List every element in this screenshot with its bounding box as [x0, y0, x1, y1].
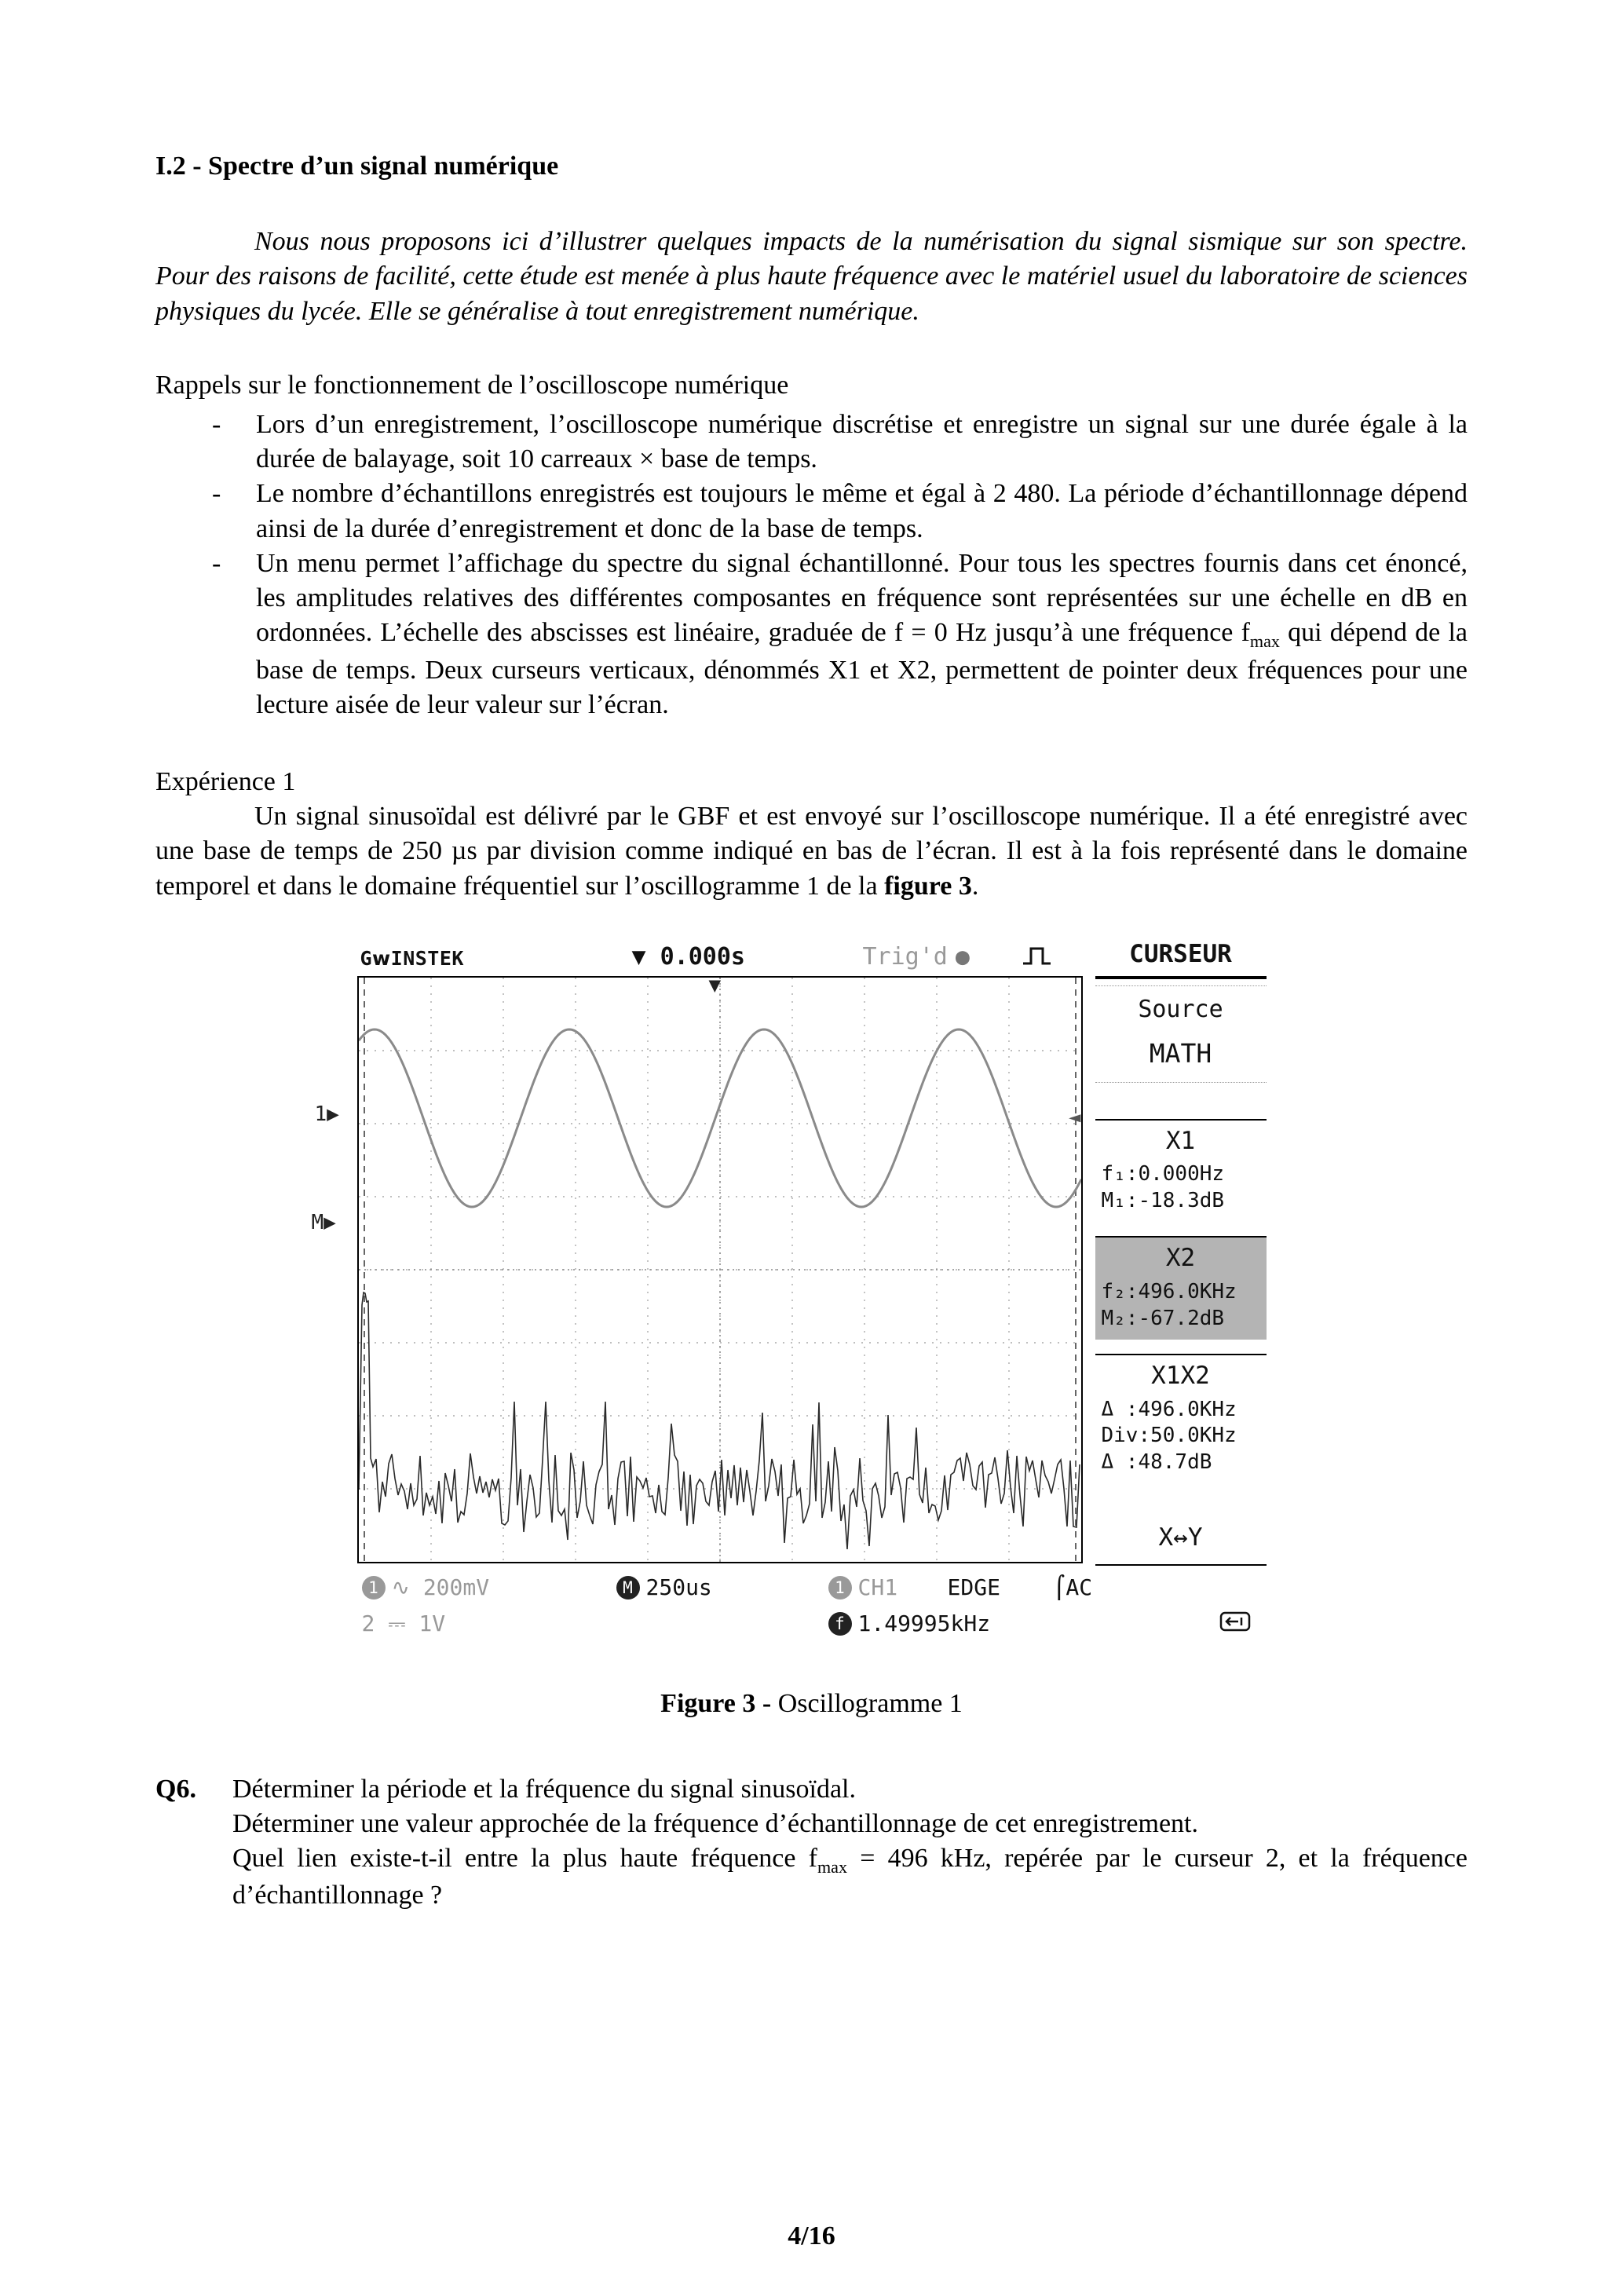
trigger-coupling: ⌠AC — [1052, 1574, 1093, 1601]
math-level-marker: M▶ — [311, 1210, 336, 1234]
div-frequency-readout: Div:50.0KHz — [1101, 1424, 1237, 1448]
question-body — [232, 1772, 1468, 1914]
x2-frequency-readout: f₂:496.0KHz — [1101, 1279, 1237, 1303]
section-heading: I.2 - Spectre d’un signal numérique — [155, 152, 559, 181]
intro-paragraph: Nous nous proposons ici d’illustrer quelques impacts de la numérisation du signal sismique sur son spectre. Pour des raisons de facilité, cette étude est menée à plus haute fréquence avec le matériel usuel du laboratoire de sciences physiques du lycée. Elle se généralise à tout enregistrement numérique. — [155, 227, 1468, 326]
source-label: Source — [1138, 995, 1223, 1023]
grid — [359, 978, 1081, 1562]
f-max-subscript: max — [817, 1856, 848, 1877]
list-item-text-part: Un menu permet l’affichage du spectre du signal échantillonné. Pour tous les spectres fournis dans cet énoncé, les amplitudes relatives des différentes composantes en fréquence sont représentées sur une échelle en dB en ordonnées. L’échelle des abscisses est linéaire, graduée de f = 0 Hz jusqu’à une fréquence f — [256, 548, 1468, 648]
frequency-badge: f — [828, 1612, 852, 1636]
trigger-frequency-value: 1.49995kHz — [857, 1610, 991, 1637]
figure-caption — [155, 1687, 1468, 1721]
page-number: 4/16 — [788, 2221, 835, 2250]
scope-top-bar — [357, 938, 1267, 976]
ch1-scale: ∿ 200mV — [391, 1574, 490, 1601]
ch1-settings — [362, 1574, 490, 1602]
trigger-source — [828, 1574, 898, 1602]
scope-screen — [311, 973, 1083, 1563]
figure-caption-text: Oscillogramme 1 — [777, 1689, 963, 1719]
menu-xy-section — [1095, 1511, 1267, 1566]
q6-line-1: Déterminer la période et la fréquence du signal sinusoïdal. — [232, 1774, 856, 1804]
channel1-level-marker: 1▶ — [314, 1102, 339, 1126]
ch2-settings: 2 ⎓ 1V — [361, 1610, 446, 1637]
ch1-badge: 1 — [362, 1576, 386, 1600]
scope-screen-svg — [359, 978, 1081, 1562]
rappels-title: Rappels sur le fonctionnement de l’oscilloscope numérique — [155, 370, 789, 400]
menu-x2-section-selected — [1095, 1236, 1267, 1340]
trigger-status — [863, 941, 970, 972]
trigger-source-value: CH1 — [857, 1574, 898, 1601]
trigger-type: EDGE — [947, 1574, 1000, 1601]
list-item-text: Lors d’un enregistrement, l’oscilloscope numérique discrétise et enregistre un signal sur une durée égale à la durée de balayage, soit 10 carreaux × base de temps. — [256, 409, 1468, 474]
experience-title: Expérience 1 — [155, 766, 296, 796]
menu-x1-section — [1095, 1119, 1267, 1223]
status-row-1 — [357, 1574, 1267, 1610]
math-spectrum-trace — [359, 1292, 1080, 1549]
trigger-position-marker: ▼ — [708, 973, 722, 997]
delta-magnitude-readout: Δ :48.7dB — [1101, 1450, 1212, 1475]
x1x2-button-label: X1X2 — [1151, 1362, 1210, 1391]
scope-side-menu — [1095, 976, 1267, 1567]
q6-line-3-part: = 496 kHz, repérée par le curseur 2, et la fréquence d’échantillonnage ? — [232, 1843, 1468, 1910]
list-item-text: Le nombre d’échantillons enregistrés est toujours le même et égal à 2 480. La période d’échantillonnage dépend ainsi de la durée d’enregistrement et donc de la base de temps. — [256, 479, 1468, 543]
list-marker: - — [212, 479, 221, 509]
list-marker: - — [212, 409, 221, 439]
menu-x1x2-section — [1095, 1354, 1267, 1484]
q6-line-3-part: Quel lien existe-t-il entre la plus haute fréquence f — [232, 1843, 817, 1873]
x1-button-label: X1 — [1165, 1126, 1196, 1155]
list-item-text — [256, 547, 1468, 722]
delta-frequency-readout: Δ :496.0KHz — [1101, 1397, 1237, 1421]
scope-main-area — [311, 973, 1267, 1567]
experience-text: Un signal sinusoïdal est délivré par le GBF et est envoyé sur l’oscilloscope numérique. Il a été enregistré avec une base de temps de 250 µs par division comme indiqué en bas de l’écran. Il est à la fois représenté dans le domaine temporel et dans le domaine fréquentiel sur l’oscillogramme 1 de la — [155, 802, 1468, 901]
question-q6 — [155, 1772, 1468, 1914]
question-number: Q6. — [155, 1774, 196, 1804]
timebase-setting — [616, 1574, 712, 1602]
figure-caption-label: Figure 3 - — [660, 1689, 778, 1719]
trigger-source-badge: 1 — [828, 1576, 852, 1600]
xy-button-label: X↔Y — [1158, 1523, 1203, 1552]
x2-magnitude-readout: M₂:-67.2dB — [1101, 1306, 1225, 1330]
x1-magnitude-readout: M₁:-18.3dB — [1101, 1188, 1225, 1212]
experience-text-end: . — [971, 871, 979, 901]
list-item — [155, 547, 1468, 722]
trigger-status-icon: ● — [955, 942, 970, 971]
list-marker: - — [212, 548, 221, 578]
source-value: MATH — [1149, 1037, 1212, 1069]
list-item — [155, 408, 1468, 477]
x1-frequency-readout: f₁:0.000Hz — [1101, 1161, 1225, 1186]
rising-pulse-icon — [1022, 945, 1058, 968]
menu-source-section — [1095, 985, 1267, 1083]
q6-line-3 — [232, 1841, 1468, 1914]
experience-paragraph — [155, 799, 1468, 904]
q6-line-2: Déterminer une valeur approchée de la fréquence d’échantillonnage de cet enregistrement. — [232, 1808, 1198, 1838]
status-row-2 — [357, 1610, 1267, 1646]
figure-reference: figure 3 — [884, 871, 972, 901]
trigger-frequency — [828, 1610, 991, 1638]
x2-button-label: X2 — [1165, 1244, 1196, 1273]
f-max-subscript: max — [1249, 631, 1280, 651]
list-item — [155, 477, 1468, 546]
timebase-badge: M — [616, 1576, 640, 1600]
keyboard-icon — [1219, 1610, 1251, 1640]
brand-logo: GᴡINSTEK — [360, 946, 464, 970]
trigger-level-marker: ◄ — [1068, 1105, 1081, 1129]
timebase-value: 250us — [645, 1574, 712, 1601]
cursor-menu-title: CURSEUR — [1095, 938, 1267, 979]
trigger-status-text: Trig'd — [862, 942, 948, 971]
scope-status-bar — [357, 1574, 1267, 1646]
oscilloscope-figure — [311, 938, 1267, 1647]
trigger-position-readout: ▼ 0.000s — [631, 942, 745, 971]
list-item-text-part: qui dépend de la base de temps. Deux curseurs verticaux, dénommés X1 et X2, permettent de pointer deux fréquences pour une lecture aisée de leur valeur sur l’écran. — [256, 618, 1468, 719]
bullet-list — [155, 408, 1468, 722]
